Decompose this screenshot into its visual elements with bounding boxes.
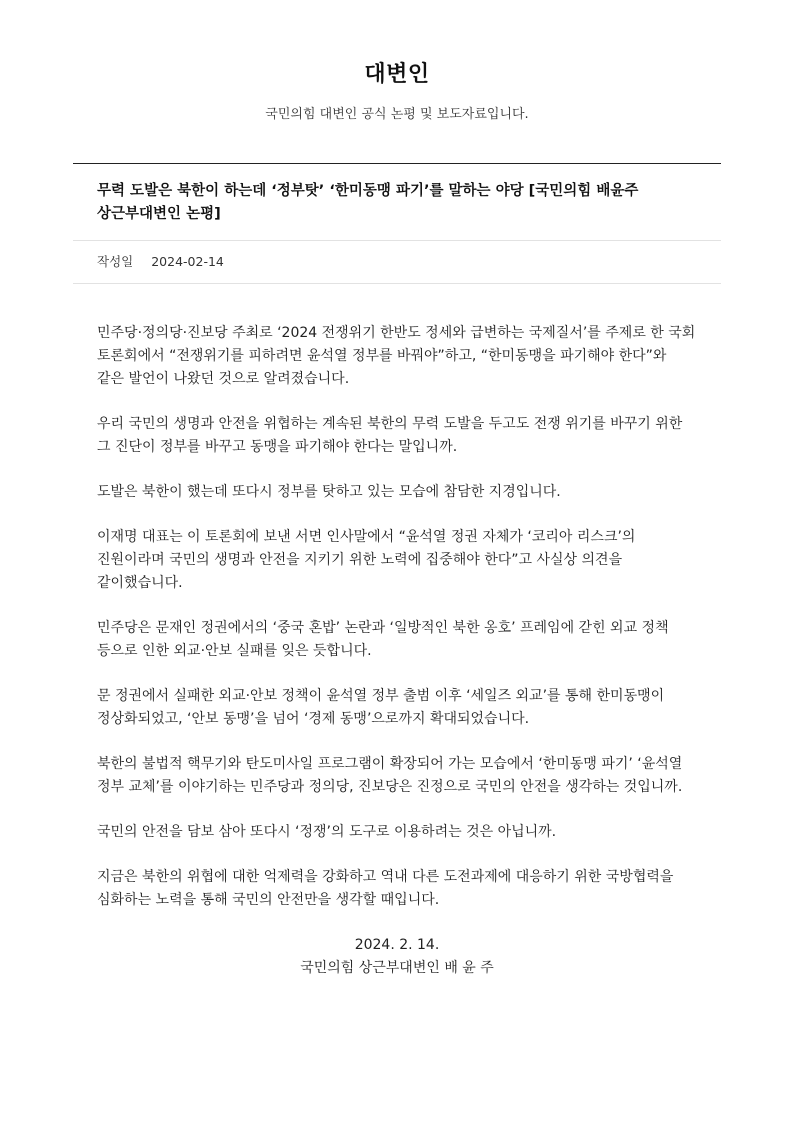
article-body [73,284,721,980]
body-paragraph: 국민의 안전을 담보 삼아 또다시 ‘정쟁’의 도구로 이용하려는 것은 아닙니까. [97,824,557,840]
body-paragraph: 민주당·정의당·진보당 주최로 ‘2024 전쟁위기 한반도 정세와 급변하는 국제질서’를 주제로 한 국회 토론회에서 “전쟁위기를 피하려면 윤석열 정부를 바꿔야”하고, “한미동맹을 파기해야 한다”와 같은 발언이 나왔던 것으로 알려졌습니다. [97,325,696,387]
body-paragraph: 이재명 대표는 이 토론회에 보낸 서면 인사말에서 “윤석열 정권 자체가 ‘코리아 리스크’의 진원이라며 국민의 생명과 안전을 지키기 위한 노력에 집중해야 한다”고 사실상 의견을 같이했습니다. [97,529,636,591]
article-meta [73,241,721,283]
article-title: 무력 도발은 북한이 하는데 ‘정부탓’ ‘한미동맹 파기’를 말하는 야당 [국민의힘 배윤주 상근부대변인 논평] [97,183,639,222]
site-title[interactable]: 대변인 [364,62,430,87]
body-paragraph: 우리 국민의 생명과 안전을 위협하는 계속된 북한의 무력 도발을 두고도 전쟁 위기를 바꾸기 위한 그 진단이 정부를 바꾸고 동맹을 파기해야 한다는 말입니까. [97,416,683,455]
body-paragraph: 문 정권에서 실패한 외교·안보 정책이 윤석열 정부 출범 이후 ‘세일즈 외교’를 통해 한미동맹이 정상화되었고, ‘안보 동맹’을 넘어 ‘경제 동맹’으로까지 확대되었습니다. [97,688,665,727]
site-subtitle: 국민의힘 대변인 공식 논평 및 보도자료입니다. [265,107,529,122]
signature-date: 2024. 2. 14. [354,937,440,953]
date-value: 2024-02-14 [151,254,224,269]
signature-block [97,934,697,980]
body-paragraph: 지금은 북한의 위협에 대한 억제력을 강화하고 역내 다른 도전과제에 대응하기 위한 국방협력을 심화하는 노력을 통해 국민의 안전만을 생각할 때입니다. [97,869,674,908]
body-paragraph: 민주당은 문재인 정권에서의 ‘중국 혼밥’ 논란과 ‘일방적인 북한 옹호’ 프레임에 갇힌 외교 정책 등으로 인한 외교·안보 실패를 잊은 듯합니다. [97,620,669,659]
body-paragraph: 북한의 불법적 핵무기와 탄도미사일 프로그램이 확장되어 가는 모습에서 ‘한미동맹 파기’ ‘윤석열 정부 교체’를 이야기하는 민주당과 정의당, 진보당은 진정으로 국민의 안전을 생각하는 것입니까. [97,756,683,795]
date-label: 작성일 [97,254,134,269]
body-paragraph: 도발은 북한이 했는데 또다시 정부를 탓하고 있는 모습에 참담한 지경입니다. [97,484,561,500]
article [73,163,721,980]
page-header [0,0,794,124]
signature-author: 국민의힘 상근부대변인 배 윤 주 [300,960,494,976]
